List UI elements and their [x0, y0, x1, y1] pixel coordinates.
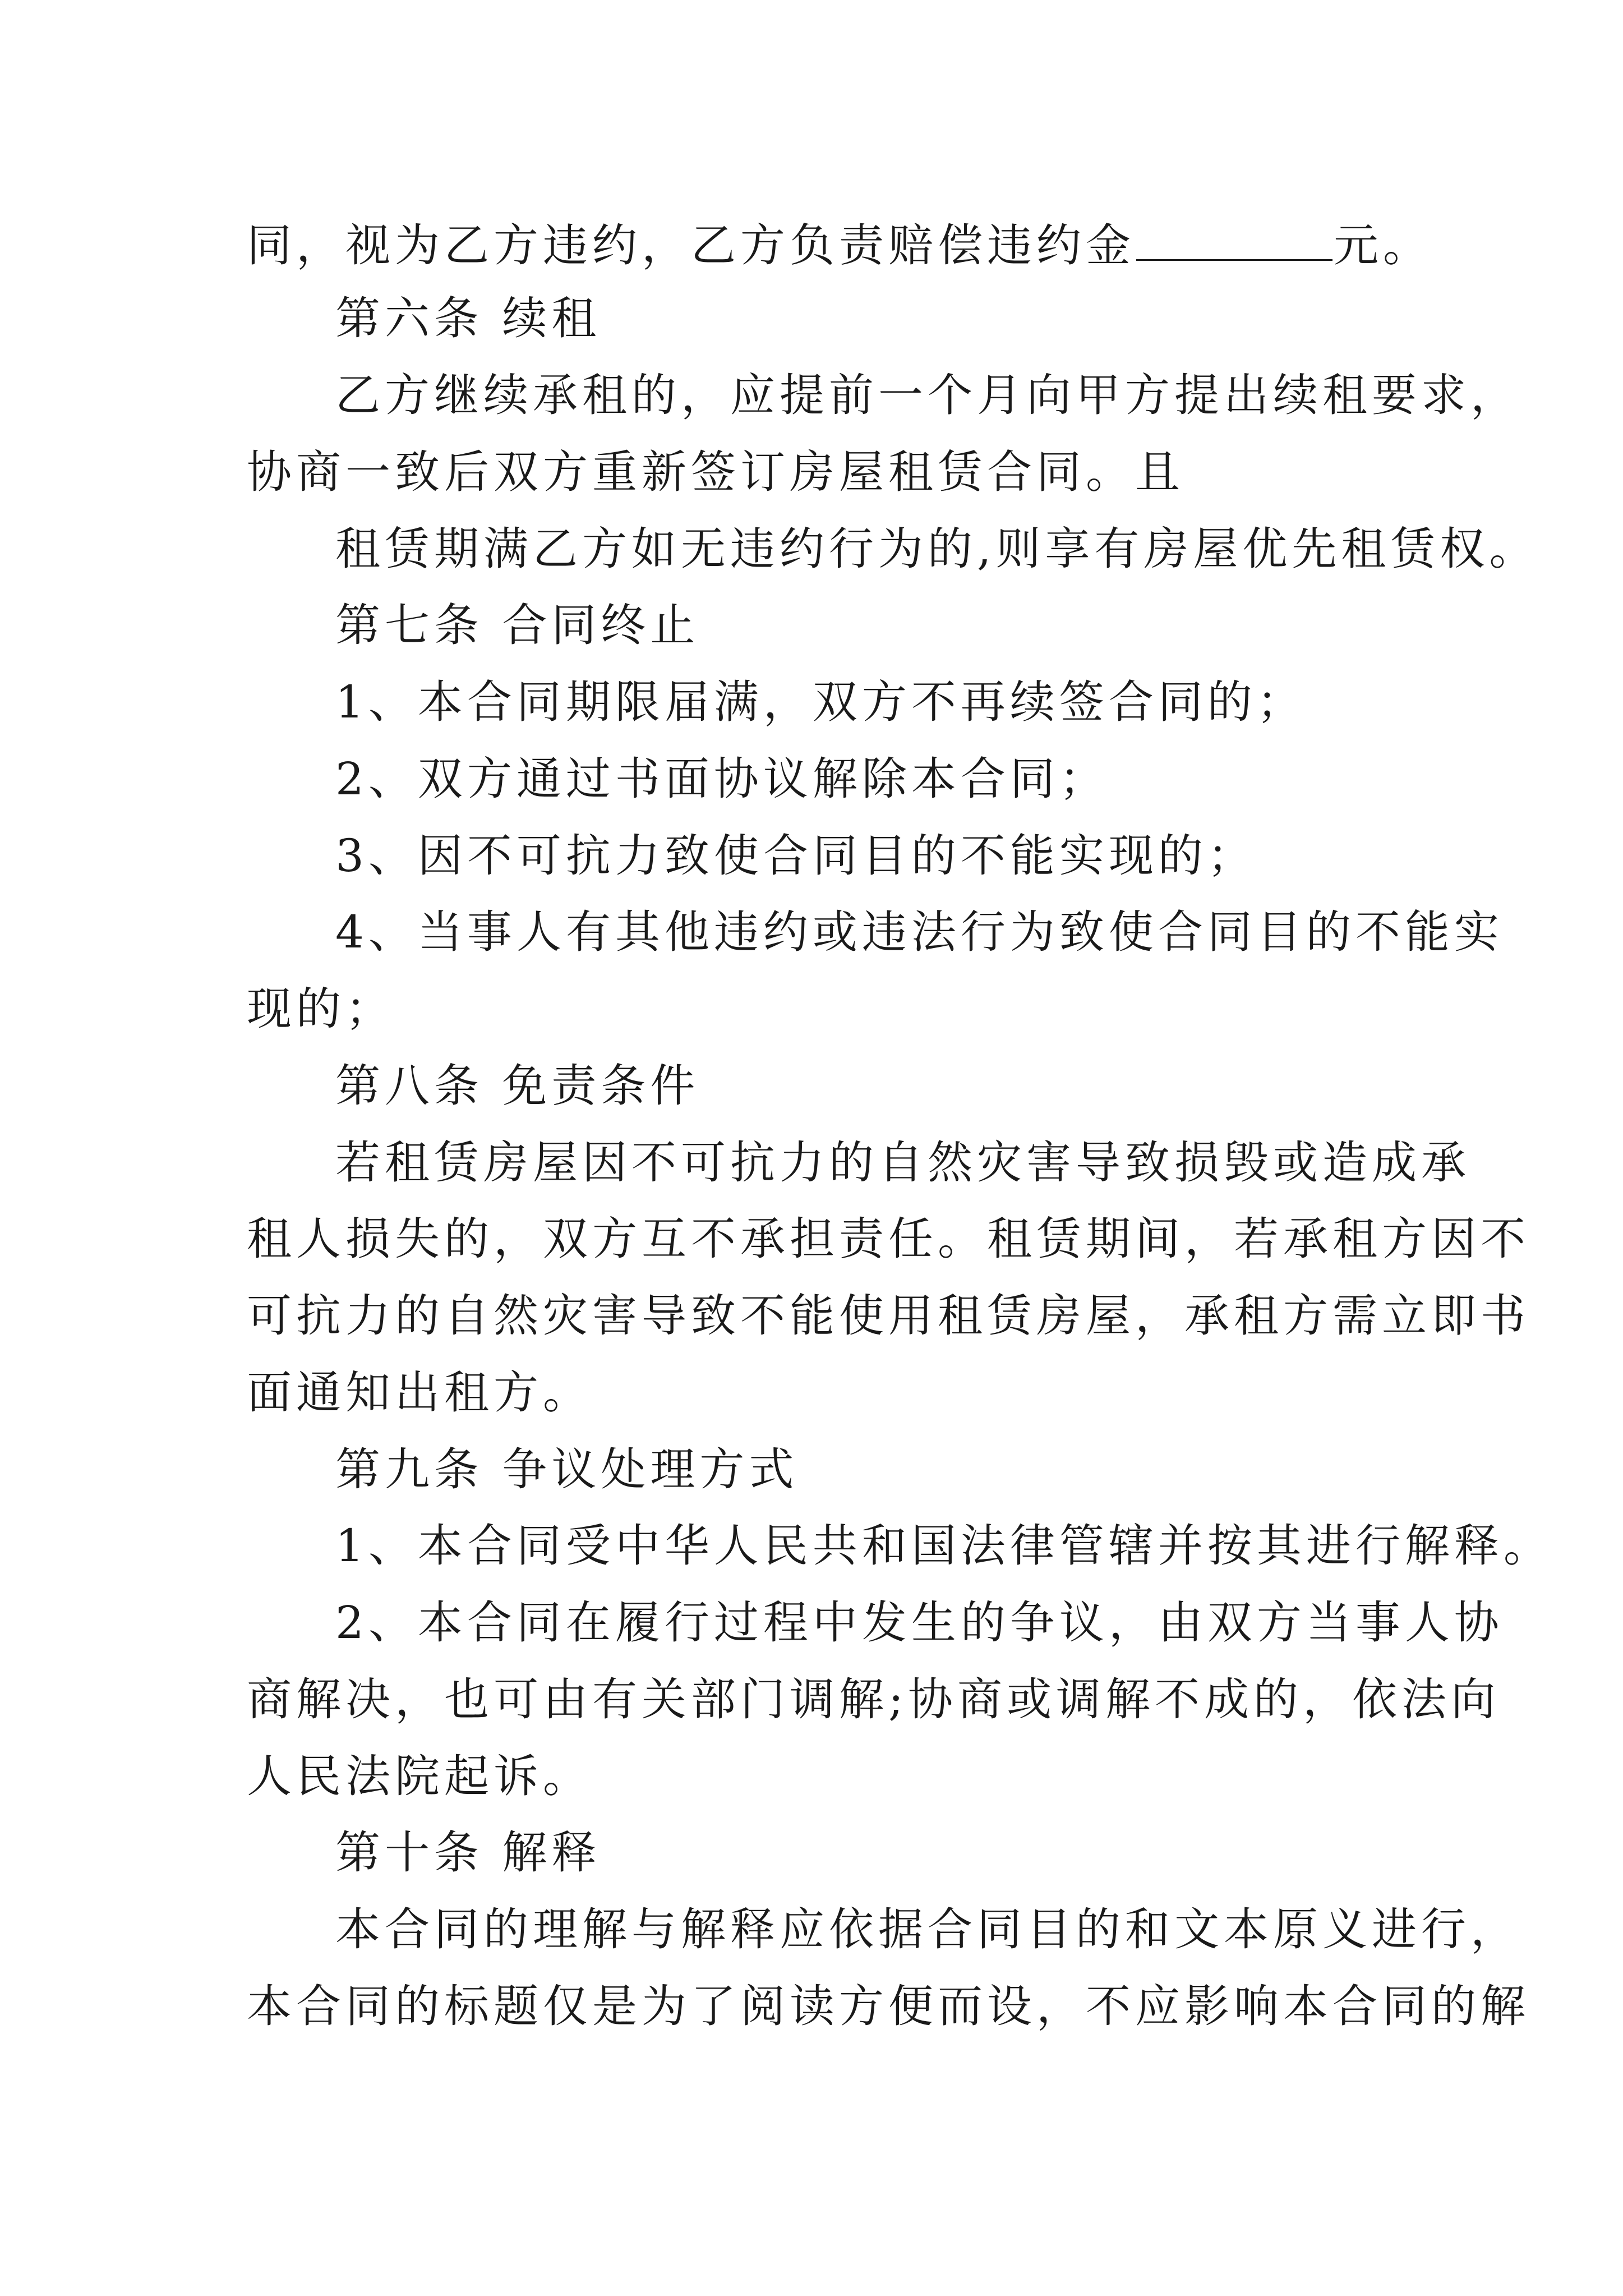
paragraph-line: 现的； — [247, 983, 395, 1035]
text-line-1-end: 元。 — [1334, 219, 1432, 272]
paragraph-line: 人民法院起诉。 — [247, 1750, 592, 1802]
list-item: 3、因不可抗力致使合同目的不能实现的； — [335, 830, 1257, 882]
paragraph-line: 面通知出租方。 — [247, 1366, 592, 1419]
paragraph-line: 协商一致后双方重新签订房屋租赁合同。且 — [247, 446, 1184, 498]
list-item: 1、本合同受中华人民共和国法律管辖并按其进行解释。 — [335, 1520, 1553, 1572]
paragraph-line: 本合同的理解与解释应依据合同目的和文本原义进行， — [335, 1903, 1520, 1955]
article-6-heading: 第六条 续租 — [335, 292, 601, 344]
paragraph-line: 可抗力的自然灾害导致不能使用租赁房屋，承租方需立即书 — [247, 1290, 1530, 1342]
list-item: 2、本合同在履行过程中发生的争议，由双方当事人协 — [335, 1596, 1504, 1649]
list-item: 1、本合同期限届满，双方不再续签合同的； — [335, 676, 1306, 728]
paragraph-line: 若租赁房屋因不可抗力的自然灾害导致损毁或造成承 — [335, 1137, 1470, 1189]
article-7-heading: 第七条 合同终止 — [335, 599, 700, 651]
article-10-heading: 第十条 解释 — [335, 1826, 601, 1879]
paragraph-line: 商解决，也可由有关部门调解;协商或调解不成的，依法向 — [247, 1673, 1500, 1726]
article-9-heading: 第九条 争议处理方式 — [335, 1443, 799, 1496]
list-item: 2、双方通过书面协议解除本合同； — [335, 753, 1109, 805]
list-item: 4、当事人有其他违约或违法行为致使合同目的不能实 — [335, 906, 1504, 958]
article-8-heading: 第八条 免责条件 — [335, 1060, 700, 1112]
amount-blank — [1136, 214, 1332, 261]
paragraph-line: 租人损失的，双方互不承担责任。租赁期间，若承租方因不 — [247, 1213, 1530, 1265]
paragraph-line: 租赁期满乙方如无违约行为的,则享有房屋优先租赁权。 — [335, 523, 1539, 575]
text-line-1 — [247, 214, 1432, 270]
text-line-1-start: 同，视为乙方违约，乙方负责赔偿违约金 — [247, 219, 1135, 272]
paragraph-line: 乙方继续承租的，应提前一个月向甲方提出续租要求， — [335, 369, 1520, 421]
paragraph-line: 本合同的标题仅是为了阅读方便而设，不应影响本合同的解 — [247, 1980, 1530, 2032]
